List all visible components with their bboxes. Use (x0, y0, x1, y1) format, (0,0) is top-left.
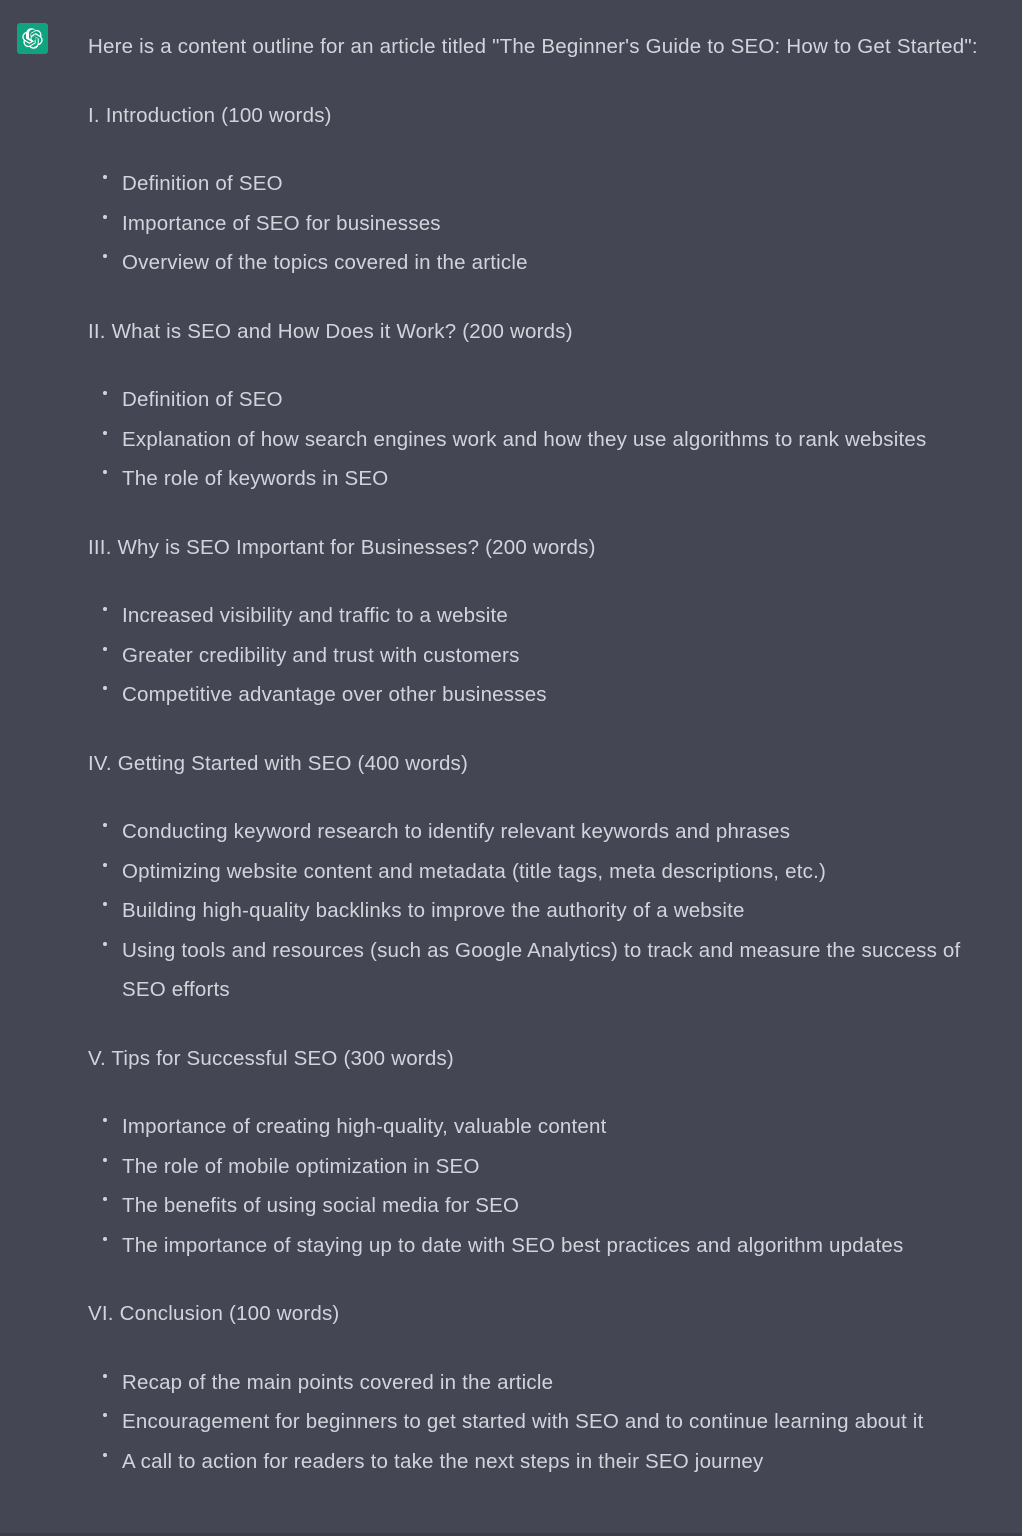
section-heading-2: II. What is SEO and How Does it Work? (200 words) (88, 319, 573, 343)
section-bullets-3 (88, 596, 1006, 715)
bullet-dot-icon (103, 902, 107, 906)
bullet-dot-icon (103, 607, 107, 611)
section-heading-3: III. Why is SEO Important for Businesses? (200 words) (88, 535, 596, 559)
bullet-dot-icon (103, 254, 107, 258)
list-item (88, 459, 1006, 499)
list-item (88, 420, 1006, 460)
spacer (88, 1265, 1006, 1294)
list-item-label: Definition of SEO (122, 388, 283, 411)
bullet-dot-icon (103, 1374, 107, 1378)
assistant-avatar (17, 23, 48, 54)
list-item (88, 1442, 1006, 1482)
section-bullets-1 (88, 164, 1006, 283)
spacer (88, 1010, 1006, 1039)
bullet-dot-icon (103, 1197, 107, 1201)
message-content (88, 27, 1006, 1481)
section-bullets-5 (88, 1107, 1006, 1265)
spacer (88, 1334, 1006, 1363)
bullet-dot-icon (103, 647, 107, 651)
bullet-dot-icon (103, 823, 107, 827)
list-item (88, 204, 1006, 244)
list-item-label: Overview of the topics covered in the article (122, 251, 528, 274)
list-item (88, 1107, 1006, 1147)
list-item (88, 243, 1006, 283)
list-item-label: Increased visibility and traffic to a website (122, 604, 509, 627)
list-item-label: The importance of staying up to date with SEO best practices and algorithm updates (122, 1233, 904, 1257)
spacer (88, 1078, 1006, 1107)
list-item (88, 1226, 1006, 1266)
openai-logo-icon (22, 28, 43, 49)
section-bullets-6 (88, 1363, 1006, 1482)
spacer (88, 715, 1006, 744)
list-item-label: Recap of the main points covered in the article (122, 1370, 554, 1394)
section-heading-4: IV. Getting Started with SEO (400 words) (88, 751, 469, 775)
list-item (88, 1402, 1006, 1442)
list-item-label: Greater credibility and trust with customers (122, 643, 520, 667)
list-item (88, 636, 1006, 676)
list-item-label: Using tools and resources (such as Google Analytics) to track and measure the success of SEO efforts (122, 938, 961, 1001)
list-item-label: The benefits of using social media for SEO (122, 1194, 520, 1217)
bullet-dot-icon (103, 1237, 107, 1241)
list-item (88, 1186, 1006, 1226)
bullet-dot-icon (103, 1453, 107, 1457)
list-item-label: Importance of creating high-quality, valuable content (122, 1115, 607, 1138)
bullet-dot-icon (103, 942, 107, 946)
bullet-dot-icon (103, 1413, 107, 1417)
list-item-label: Importance of SEO for businesses (122, 211, 441, 235)
spacer (88, 135, 1006, 164)
bullet-dot-icon (103, 863, 107, 867)
list-item-label: Competitive advantage over other businesses (122, 683, 547, 706)
section-bullets-4 (88, 812, 1006, 1010)
list-item (88, 596, 1006, 636)
section-heading-5: V. Tips for Successful SEO (300 words) (88, 1046, 454, 1070)
list-item-label: Explanation of how search engines work and how they use algorithms to rank websites (122, 427, 927, 451)
list-item (88, 1147, 1006, 1187)
list-item-label: The role of keywords in SEO (122, 467, 389, 490)
spacer (88, 67, 1006, 96)
list-item (88, 812, 1006, 852)
list-item-label: Optimizing website content and metadata (title tags, meta descriptions, etc.) (122, 859, 827, 883)
section-heading-6: VI. Conclusion (100 words) (88, 1302, 340, 1325)
bullet-dot-icon (103, 686, 107, 690)
bullet-dot-icon (103, 175, 107, 179)
list-item (88, 164, 1006, 204)
bullet-dot-icon (103, 1118, 107, 1122)
intro-paragraph: Here is a content outline for an article titled "The Beginner's Guide to SEO: How to Get Started": (88, 35, 978, 58)
bullet-dot-icon (103, 470, 107, 474)
list-item-label: Conducting keyword research to identify relevant keywords and phrases (122, 820, 791, 843)
list-item (88, 380, 1006, 420)
spacer (88, 499, 1006, 528)
list-item (88, 675, 1006, 715)
section-heading-1: I. Introduction (100 words) (88, 103, 332, 127)
bullet-dot-icon (103, 391, 107, 395)
list-item-label: The role of mobile optimization in SEO (122, 1154, 480, 1178)
list-item-label: Encouragement for beginners to get started with SEO and to continue learning about it (122, 1410, 924, 1433)
spacer (88, 351, 1006, 380)
bullet-dot-icon (103, 431, 107, 435)
list-item (88, 1363, 1006, 1403)
list-item (88, 931, 1006, 1010)
list-item-label: Definition of SEO (122, 172, 283, 195)
spacer (88, 567, 1006, 596)
list-item-label: Building high-quality backlinks to improve the authority of a website (122, 899, 745, 922)
bullet-dot-icon (103, 215, 107, 219)
list-item (88, 852, 1006, 892)
spacer (88, 283, 1006, 312)
spacer (88, 783, 1006, 812)
bullet-dot-icon (103, 1158, 107, 1162)
list-item (88, 891, 1006, 931)
list-item-label: A call to action for readers to take the next steps in their SEO journey (122, 1449, 764, 1473)
section-bullets-2 (88, 380, 1006, 499)
